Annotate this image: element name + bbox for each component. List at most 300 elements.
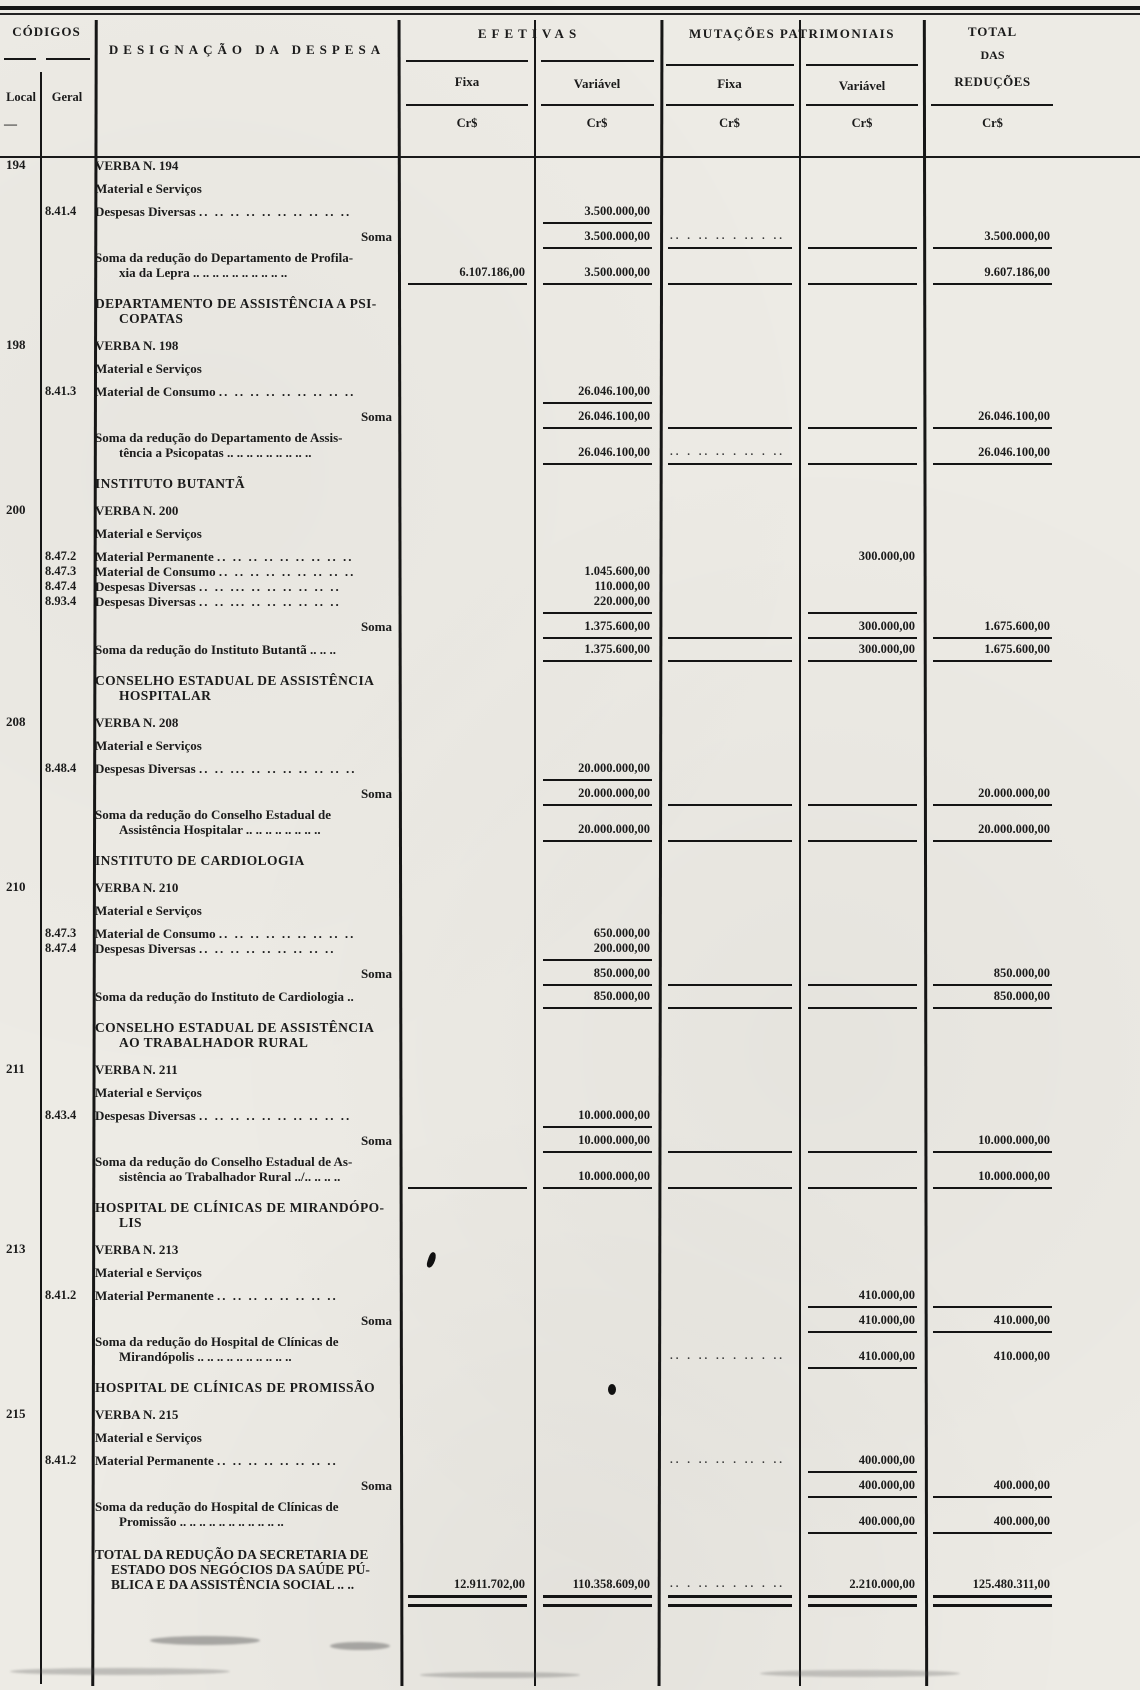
cell-total-reducoes xyxy=(925,1514,1060,1529)
designacao-line: LIS xyxy=(119,1215,142,1230)
amount-value: 10.000.000,00 xyxy=(978,1133,1050,1147)
cell-codigo-geral: 8.41.3 xyxy=(45,384,77,398)
cell-efetivas-fixa xyxy=(400,1577,535,1592)
efetivas-underline-2 xyxy=(541,60,654,62)
cell-designacao: Despesas Diversas .. .. .. .. .. .. .. .. .. .. xyxy=(95,1108,352,1123)
column-rule xyxy=(808,283,917,285)
column-rule xyxy=(408,1187,527,1189)
cell-designacao: Soma xyxy=(360,1313,392,1328)
column-rule xyxy=(543,612,652,614)
column-rule xyxy=(808,1471,917,1473)
cell-designacao: VERBA N. 194 xyxy=(95,158,179,173)
leader-dots: .. .. .. .. .. .. .. .. .. xyxy=(218,564,356,579)
row-expense-item xyxy=(0,547,1140,564)
cell-designacao: Soma xyxy=(360,619,392,634)
column-rule xyxy=(543,283,652,285)
cell-mutacoes-variavel xyxy=(800,1313,925,1328)
cell-efetivas-variavel xyxy=(535,579,660,594)
designacao-line: Promissão .. .. .. .. .. .. .. .. .. .. .. xyxy=(119,1514,284,1529)
cell-designacao: Material Permanente .. .. .. .. .. .. .. .. .. xyxy=(95,549,354,564)
designacao-line: Soma da redução do Conselho Estadual de As- xyxy=(95,1154,353,1169)
column-rule xyxy=(808,840,917,842)
amount-value: 3.500.000,00 xyxy=(584,229,650,243)
cell-designacao xyxy=(95,476,400,491)
cell-designacao: Material Permanente .. .. .. .. .. .. .. .. xyxy=(95,1453,338,1468)
column-rule xyxy=(543,779,652,781)
cell-designacao xyxy=(95,989,400,1004)
amount-value: 110.358.609,00 xyxy=(572,1577,650,1591)
cell-designacao xyxy=(95,250,400,280)
column-rule xyxy=(543,247,652,249)
cell-mutacoes-variavel xyxy=(800,1453,925,1468)
row-expense-item xyxy=(0,941,1140,956)
column-rule xyxy=(933,804,1052,806)
leader-dots: .. .. ... .. .. .. .. .. .. xyxy=(199,594,341,609)
header-total-line1: TOTAL xyxy=(967,24,1018,39)
designacao-line: BLICA E DA ASSISTÊNCIA SOCIAL .. .. xyxy=(111,1577,355,1592)
amount-value: 26.046.100,00 xyxy=(578,384,650,398)
column-rule xyxy=(543,1151,652,1153)
row-soma xyxy=(0,962,1140,981)
amount-value: 400.000,00 xyxy=(993,1478,1050,1492)
cell-total-reducoes xyxy=(925,1349,1060,1364)
row-verba xyxy=(0,501,1140,518)
leader-dots: .. .. .. .. .. .. .. .. xyxy=(217,1453,338,1468)
designacao-line: Soma da redução do Hospital de Clínicas de xyxy=(95,1334,339,1349)
column-rule xyxy=(933,283,1052,285)
mutacoes-underline-1 xyxy=(666,64,794,66)
row-org-heading xyxy=(0,296,1140,326)
designacao-line: Soma da redução do Departamento de Assis- xyxy=(95,430,343,445)
row-expense-item xyxy=(0,382,1140,399)
cell-total-reducoes xyxy=(925,1577,1060,1592)
column-rule xyxy=(808,660,917,662)
header-total-line3: REDUÇÕES xyxy=(954,74,1031,89)
amount-value: 300.000,00 xyxy=(858,642,915,656)
row-verba xyxy=(0,1405,1140,1422)
cell-mutacoes-variavel xyxy=(800,619,925,634)
amount-value: 3.500.000,00 xyxy=(584,204,650,218)
header-local: Local xyxy=(6,90,36,104)
cell-designacao: Despesas Diversas .. .. ... .. .. .. .. .. .. xyxy=(95,594,341,609)
cell-designacao: Despesas Diversas .. .. ... .. .. .. .. .. .. xyxy=(95,579,341,594)
row-verba xyxy=(0,1060,1140,1077)
cell-designacao: Material e Serviços xyxy=(95,361,202,376)
cell-designacao: Material e Serviços xyxy=(95,738,202,753)
amount-value: 3.500.000,00 xyxy=(984,229,1050,243)
amount-value: 400.000,00 xyxy=(858,1514,915,1528)
column-rule xyxy=(933,660,1052,662)
designacao-line: HOSPITAL DE CLÍNICAS DE PROMISSÃO xyxy=(95,1380,376,1395)
cell-designacao: VERBA N. 210 xyxy=(95,880,179,895)
cell-designacao: VERBA N. 213 xyxy=(95,1242,179,1257)
column-rule xyxy=(543,402,652,404)
cell-codigo-local: 213 xyxy=(6,1241,26,1256)
cell-total-reducoes xyxy=(925,619,1060,634)
amount-value: 1.375.600,00 xyxy=(584,642,650,656)
row-expense-item xyxy=(0,564,1140,579)
column-rule xyxy=(668,637,792,639)
cell-total-reducoes xyxy=(925,445,1060,460)
column-rule xyxy=(543,1126,652,1128)
cell-mutacoes-variavel xyxy=(800,642,925,657)
column-rule xyxy=(668,660,792,662)
leader-dots: .. .. .. .. .. .. .. .. .. xyxy=(218,926,356,941)
cell-designacao: Material e Serviços xyxy=(95,1085,202,1100)
amount-value: 10.000.000,00 xyxy=(578,1169,650,1183)
designacao-line: Mirandópolis .. .. .. .. .. .. .. .. .. .. xyxy=(119,1349,292,1364)
amount-value: 10.000.000,00 xyxy=(578,1133,650,1147)
amount-value: 10.000.000,00 xyxy=(978,1169,1050,1183)
row-org-heading xyxy=(0,1200,1140,1230)
cell-designacao: Despesas Diversas .. .. .. .. .. .. .. .. .. .. xyxy=(95,204,352,219)
cell-efetivas-variavel xyxy=(535,642,660,657)
column-rule xyxy=(668,1007,792,1009)
column-rule xyxy=(808,1331,917,1333)
column-rule xyxy=(933,463,1052,465)
amount-value: 400.000,00 xyxy=(858,1478,915,1492)
row-subheading xyxy=(0,736,1140,753)
header-fixa-efetivas: Fixa xyxy=(454,74,480,89)
column-rule xyxy=(668,247,792,249)
column-double-rule xyxy=(668,1595,792,1607)
row-soma xyxy=(0,782,1140,801)
amount-value: 20.000.000,00 xyxy=(578,786,650,800)
header-geral: Geral xyxy=(51,90,83,104)
column-rule xyxy=(933,984,1052,986)
table-header xyxy=(0,16,1140,142)
amount-value: 410.000,00 xyxy=(858,1349,915,1363)
cell-codigo-geral: 8.47.3 xyxy=(45,564,77,578)
cell-efetivas-variavel xyxy=(535,966,660,981)
amount-value: 400.000,00 xyxy=(993,1514,1050,1528)
designacao-line: TOTAL DA REDUÇÃO DA SECRETARIA DE xyxy=(95,1547,369,1562)
currency-variavel-mutacoes: Cr$ xyxy=(851,116,873,130)
cell-codigo-local: 194 xyxy=(6,157,26,172)
row-expense-item xyxy=(0,924,1140,941)
cell-designacao xyxy=(95,642,400,657)
header-codigos: CÓDIGOS xyxy=(12,24,81,39)
row-soma-reducao xyxy=(0,1334,1140,1364)
column-rule xyxy=(933,1306,1052,1308)
row-verba xyxy=(0,878,1140,895)
column-double-rule xyxy=(933,1595,1052,1607)
cell-codigo-local: 211 xyxy=(6,1061,25,1076)
column-rule xyxy=(543,637,652,639)
top-border-rule-2 xyxy=(0,13,1140,15)
cell-efetivas-variavel xyxy=(535,594,660,609)
row-soma xyxy=(0,1129,1140,1148)
row-soma xyxy=(0,1474,1140,1493)
column-rule xyxy=(808,804,917,806)
cell-total-reducoes xyxy=(925,265,1060,280)
leader-dots: .. .. .. .. .. .. .. .. .. xyxy=(218,384,356,399)
column-rule xyxy=(808,463,917,465)
row-subheading xyxy=(0,359,1140,376)
row-soma-reducao xyxy=(0,987,1140,1004)
cell-efetivas-variavel xyxy=(535,926,660,941)
cell-mutacoes-variavel xyxy=(800,1514,925,1529)
leader-dots: .. .. .. .. .. .. .. .. .. xyxy=(199,941,336,956)
row-subheading xyxy=(0,1428,1140,1445)
designacao-line: Soma da redução do Instituto de Cardiologia .. xyxy=(95,989,354,1004)
designacao-line: ESTADO DOS NEGÓCIOS DA SAÚDE PÚ- xyxy=(111,1562,370,1577)
cell-total-reducoes xyxy=(925,642,1060,657)
column-double-rule xyxy=(408,1595,527,1607)
amount-value: 125.480.311,00 xyxy=(972,1577,1050,1591)
currency-total: Cr$ xyxy=(982,116,1003,130)
column-double-rule xyxy=(543,1595,652,1607)
row-org-heading xyxy=(0,1380,1140,1395)
row-expense-item xyxy=(0,1451,1140,1468)
column-rule xyxy=(933,840,1052,842)
cell-designacao: VERBA N. 211 xyxy=(95,1062,178,1077)
row-org-heading xyxy=(0,853,1140,868)
column-rule xyxy=(543,427,652,429)
amount-value: 300.000,00 xyxy=(858,549,915,563)
designacao-line: Soma da redução do Departamento de Profila- xyxy=(95,250,354,265)
cell-codigo-geral: 8.41.4 xyxy=(45,204,77,218)
column-rule xyxy=(543,1007,652,1009)
header-mutacoes: MUTAÇÕES PATRIMONIAIS xyxy=(689,26,895,41)
leader-dots: .. .. ... .. .. .. .. .. .. .. xyxy=(199,761,357,776)
amount-value: 20.000.000,00 xyxy=(978,822,1050,836)
designacao-line: INSTITUTO DE CARDIOLOGIA xyxy=(95,853,305,868)
amount-value: 1.375.600,00 xyxy=(584,619,650,633)
row-verba xyxy=(0,156,1140,173)
designacao-line: INSTITUTO BUTANTÃ xyxy=(95,476,245,491)
cell-efetivas-variavel xyxy=(535,989,660,1004)
fixa1-underline xyxy=(406,104,528,106)
row-verba xyxy=(0,713,1140,730)
cell-designacao: Material e Serviços xyxy=(95,1265,202,1280)
cell-total-reducoes xyxy=(925,989,1060,1004)
row-verba xyxy=(0,1240,1140,1257)
column-rule xyxy=(543,1187,652,1189)
bottom-smudge xyxy=(760,1670,960,1677)
column-rule xyxy=(668,1151,792,1153)
designacao-line: xia da Lepra .. .. .. .. .. .. .. .. .. .. xyxy=(119,265,288,280)
cell-total-reducoes xyxy=(925,1313,1060,1328)
column-rule xyxy=(543,984,652,986)
cell-codigo-geral: 8.48.4 xyxy=(45,761,77,775)
amount-value: 410.000,00 xyxy=(993,1349,1050,1363)
designacao-line: Soma da redução do Hospital de Clínicas de xyxy=(95,1499,339,1514)
cell-designacao: Soma xyxy=(360,786,392,801)
row-soma-reducao xyxy=(0,430,1140,460)
cell-efetivas-variavel xyxy=(535,1133,660,1148)
row-expense-item xyxy=(0,202,1140,219)
leader-dots: .. .. .. .. .. .. .. .. xyxy=(217,1288,338,1303)
row-subheading xyxy=(0,179,1140,196)
header-variavel-mutacoes: Variável xyxy=(838,78,886,93)
cell-designacao xyxy=(95,673,400,703)
designacao-line: sistência ao Trabalhador Rural ../.. .. .. .. xyxy=(119,1169,341,1184)
cell-designacao xyxy=(95,1380,400,1395)
bottom-smudge xyxy=(10,1668,230,1675)
column-rule xyxy=(933,1187,1052,1189)
currency-fixa-mutacoes: Cr$ xyxy=(719,116,740,130)
column-rule xyxy=(668,1187,792,1189)
row-expense-item xyxy=(0,759,1140,776)
amount-value: 850.000,00 xyxy=(593,989,650,1003)
cell-designacao: Material de Consumo .. .. .. .. .. .. .. .. .. xyxy=(95,564,356,579)
cell-efetivas-variavel xyxy=(535,384,660,399)
column-rule xyxy=(543,804,652,806)
amount-value: 110.000,00 xyxy=(594,579,650,593)
row-expense-item xyxy=(0,579,1140,594)
row-expense-item xyxy=(0,594,1140,609)
row-expense-item xyxy=(0,1106,1140,1123)
cell-designacao: Material Permanente .. .. .. .. .. .. .. .. xyxy=(95,1288,338,1303)
leader-dots: .. .. .. .. .. .. .. .. .. xyxy=(217,549,354,564)
column-rule xyxy=(543,660,652,662)
bottom-smudge xyxy=(150,1636,260,1645)
cell-designacao: Despesas Diversas .. .. .. .. .. .. .. .. .. xyxy=(95,941,336,956)
column-rule xyxy=(808,427,917,429)
column-rule xyxy=(808,1532,917,1534)
designacao-line: CONSELHO ESTADUAL DE ASSISTÊNCIA xyxy=(95,1020,375,1035)
row-org-heading xyxy=(0,476,1140,491)
amount-value: 2.210.000,00 xyxy=(849,1577,915,1591)
amount-value: 26.046.100,00 xyxy=(978,445,1050,459)
leader-dots: .. .. .. .. .. .. .. .. .. .. xyxy=(199,1108,352,1123)
column-rule xyxy=(933,1007,1052,1009)
row-expense-item xyxy=(0,1286,1140,1303)
designacao-line: Assistência Hospitalar .. .. .. .. .. .. .. .. xyxy=(119,822,321,837)
table-body xyxy=(0,146,1140,1612)
top-border-rule xyxy=(0,6,1140,10)
cell-efetivas-variavel xyxy=(535,822,660,837)
cell-designacao: VERBA N. 198 xyxy=(95,338,179,353)
currency-variavel-efetivas: Cr$ xyxy=(586,116,608,130)
designacao-line: HOSPITALAR xyxy=(119,688,212,703)
amount-value: 850.000,00 xyxy=(593,966,650,980)
column-rule xyxy=(668,804,792,806)
row-org-heading xyxy=(0,1020,1140,1050)
cell-codigo-local: 198 xyxy=(6,337,26,352)
amount-value: 26.046.100,00 xyxy=(578,409,650,423)
amount-value: 20.000.000,00 xyxy=(578,761,650,775)
header-total-line2: DAS xyxy=(980,48,1005,62)
cell-codigo-geral: 8.47.3 xyxy=(45,926,77,940)
cell-designacao: Material de Consumo .. .. .. .. .. .. .. .. .. xyxy=(95,926,356,941)
cell-total-reducoes xyxy=(925,822,1060,837)
designacao-line: DEPARTAMENTO DE ASSISTÊNCIA A PSI- xyxy=(95,296,377,311)
cell-designacao xyxy=(95,1020,400,1050)
column-rule xyxy=(808,1306,917,1308)
column-rule xyxy=(808,612,917,614)
row-soma xyxy=(0,225,1140,244)
cell-designacao: Material e Serviços xyxy=(95,903,202,918)
leader-dots: .. .. .. .. .. .. .. .. .. .. xyxy=(199,204,352,219)
amount-value: 410.000,00 xyxy=(858,1313,915,1327)
dotted-leader-marks: .. . .. .. . .. . .. xyxy=(670,446,785,458)
cell-efetivas-variavel xyxy=(535,204,660,219)
cell-designacao: Soma xyxy=(360,229,392,244)
cell-designacao: Soma xyxy=(360,1478,392,1493)
amount-value: 20.000.000,00 xyxy=(578,822,650,836)
amount-value: 9.607.186,00 xyxy=(984,265,1050,279)
bottom-smudge xyxy=(330,1642,390,1650)
amount-value: 26.046.100,00 xyxy=(978,409,1050,423)
dotted-leader-marks: .. . .. .. . .. . .. xyxy=(670,1350,785,1362)
cell-efetivas-variavel xyxy=(535,409,660,424)
efetivas-underline-1 xyxy=(406,60,528,62)
amount-value: 850.000,00 xyxy=(993,966,1050,980)
cell-efetivas-variavel xyxy=(535,786,660,801)
amount-value: 12.911.702,00 xyxy=(453,1577,525,1591)
row-soma-reducao xyxy=(0,1499,1140,1529)
column-rule xyxy=(933,427,1052,429)
column-rule xyxy=(933,1532,1052,1534)
local-dash: — xyxy=(4,116,17,131)
amount-value: 1.675.600,00 xyxy=(984,619,1050,633)
amount-value: 410.000,00 xyxy=(858,1288,915,1302)
column-rule xyxy=(668,984,792,986)
designacao-line: Soma da redução do Conselho Estadual de xyxy=(95,807,331,822)
cell-designacao xyxy=(95,1334,400,1364)
column-rule xyxy=(808,984,917,986)
codigos-underline-left xyxy=(4,58,36,60)
amount-value: 400.000,00 xyxy=(858,1453,915,1467)
designacao-line: HOSPITAL DE CLÍNICAS DE MIRANDÓPO- xyxy=(95,1200,385,1215)
cell-designacao: Material e Serviços xyxy=(95,1430,202,1445)
row-org-heading xyxy=(0,673,1140,703)
row-soma-reducao xyxy=(0,250,1140,280)
cell-designacao: Despesas Diversas .. .. ... .. .. .. .. .. .. .. xyxy=(95,761,357,776)
amount-value: 20.000.000,00 xyxy=(978,786,1050,800)
cell-codigo-geral: 8.47.4 xyxy=(45,941,77,955)
cell-efetivas-fixa xyxy=(400,265,535,280)
column-rule xyxy=(668,463,792,465)
amount-value: 410.000,00 xyxy=(993,1313,1050,1327)
cell-total-reducoes xyxy=(925,229,1060,244)
cell-designacao xyxy=(95,1154,400,1184)
column-rule xyxy=(933,1151,1052,1153)
cell-efetivas-variavel xyxy=(535,229,660,244)
cell-designacao: Soma xyxy=(360,966,392,981)
cell-designacao: Material e Serviços xyxy=(95,526,202,541)
designacao-line: CONSELHO ESTADUAL DE ASSISTÊNCIA xyxy=(95,673,375,688)
reducoes-underline xyxy=(931,104,1053,106)
column-rule xyxy=(543,840,652,842)
cell-efetivas-variavel xyxy=(535,564,660,579)
column-rule xyxy=(543,959,652,961)
cell-efetivas-variavel xyxy=(535,619,660,634)
cell-designacao: VERBA N. 200 xyxy=(95,503,179,518)
cell-designacao: Soma xyxy=(360,409,392,424)
cell-efetivas-variavel xyxy=(535,1577,660,1592)
column-rule xyxy=(668,840,792,842)
cell-total-reducoes xyxy=(925,786,1060,801)
column-double-rule xyxy=(808,1595,917,1607)
column-rule xyxy=(933,247,1052,249)
variavel2-underline xyxy=(806,104,918,106)
bottom-smudge xyxy=(420,1672,580,1678)
fixa2-underline xyxy=(666,104,794,106)
column-rule xyxy=(543,222,652,224)
row-subheading xyxy=(0,524,1140,541)
cell-codigo-local: 200 xyxy=(6,502,26,517)
header-efetivas: EFETIVAS xyxy=(477,26,582,41)
cell-codigo-geral: 8.93.4 xyxy=(45,594,77,608)
column-rule xyxy=(543,463,652,465)
cell-designacao xyxy=(95,430,400,460)
column-rule xyxy=(808,637,917,639)
cell-efetivas-variavel xyxy=(535,941,660,956)
amount-value: 6.107.186,00 xyxy=(459,265,525,279)
